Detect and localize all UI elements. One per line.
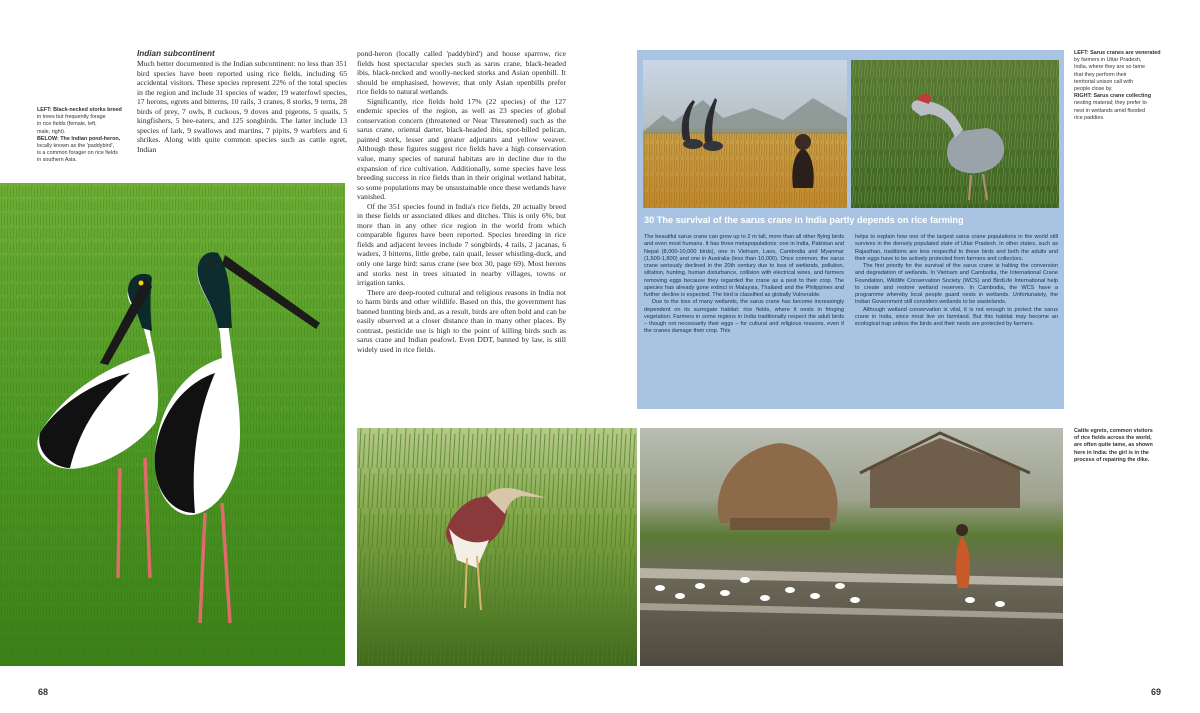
- paragraph: Of the 351 species found in India's rice fields, 20 actually breed in these fields or associated dikes and ditches. This is only 6%, but more than in any other rice region in the world from which comparable figures have been reported. Species breeding in rice fields and adjacent levees include 7 songbirds, 4 rails, 2 jacanas, 6 waders, 3 bitterns, little grebe, rain quail, lesser whistling-duck, and only one large bird: sarus crane (see box 30, page 69). Most herons and storks nest in trees situated in nearby villages, towns or irrigation tanks.: [357, 201, 566, 288]
- caption-label-line: of rice fields across the world,: [1074, 435, 1152, 442]
- caption-sarus-cranes: [1074, 50, 1174, 122]
- caption-line: in southern Asia.: [37, 157, 77, 164]
- box-title: [644, 215, 1059, 225]
- caption-line: by farmers in Uttar Pradesh,: [1074, 57, 1142, 64]
- caption-line: nesting material; they prefer to: [1074, 100, 1147, 107]
- caption-label-line: Cattle egrets, common visitors: [1074, 428, 1153, 434]
- caption-storks-heron: [37, 107, 135, 165]
- paragraph: Due to the loss of many wetlands, the sarus crane has become increasingly dependent on its surrogate habitat: rice fields, where it nests in fringing vegetation. Farmers in some regions in India traditionally respect the adult birds – though not necessarily their eggs – for cultural and religious reasons, even if the cranes damage their crop. This: [644, 299, 844, 335]
- text-column-2: [357, 49, 566, 355]
- black-necked-storks-photo: [0, 183, 345, 666]
- caption-label-line: LEFT: Sarus cranes are venerated: [1074, 50, 1161, 56]
- box-heading: The survival of the sarus crane in India partly depends on rice farming: [656, 215, 964, 225]
- sarus-crane-nesting-photo: [851, 60, 1059, 208]
- paragraph: pond-heron (locally called 'paddybird') and house sparrow, rice fields host spectacular species such as sarus crane, black-headed ibis, black-necked and woolly-necked storks and Asian openbill. It should be emphasised, however, that only Asian openbills prefer rice fields to natural wetlands.: [357, 49, 566, 97]
- paragraph: The first priority for the survival of the sarus crane is halting the conversion and degradation of wetlands. In Vietnam and Cambodia, the International Crane Foundation, Wildlife Conservation Society (WCS) and BirdLife International help to create and restore wetland reserves. In Cambodia, the WCS have a programme whereby local people guard nests in wetlands. Unfortunately, the Indian Government still considers wetlands to be wastelands.: [855, 263, 1058, 306]
- caption-line: nest in wetlands amid flooded: [1074, 107, 1146, 114]
- caption-line: male, right).: [37, 128, 66, 135]
- box-number: 30: [644, 215, 655, 225]
- box-text-column-1: [644, 234, 844, 336]
- caption-line: that they perform their: [1074, 71, 1127, 78]
- paragraph: Although wetland conservation is vital, it is not enough to protect the sarus crane in India, since most live on farmland. But this habitat may become an ecological trap unless the birds and their nests are protected by farmers.: [855, 306, 1058, 327]
- caption-line: locally known as the 'paddybird',: [37, 143, 114, 150]
- caption-cattle-egrets: [1074, 428, 1174, 464]
- caption-label-line: RIGHT: Sarus crane collecting: [1074, 93, 1151, 100]
- paragraph: There are deep-rooted cultural and religious reasons in India not to harm birds and other wildlife. Based on this, the government has banned hunting birds and, as a result, birds are often bold and can be easily observed at a closer distance than in many other places. By contrast, pesticide use is high to the point of killing birds such as sarus crane and Indian peafowl. Even DDT, banned by law, is still widely used in rice fields.: [357, 287, 566, 354]
- page-number-left: 68: [38, 687, 49, 697]
- caption-line: in rice fields (female, left,: [37, 121, 97, 128]
- caption-label-line: BELOW: The Indian pond-heron,: [37, 135, 121, 142]
- caption-line: territorial unison call with: [1074, 78, 1134, 85]
- caption-line: people close by.: [1074, 86, 1113, 93]
- pond-heron-photo: [357, 428, 637, 666]
- sarus-cranes-farmer-photo: [643, 60, 847, 208]
- cattle-egrets-field-photo: [640, 428, 1063, 666]
- paragraph: Significantly, rice fields hold 17% (22 species) of the 127 endemic species of the region, as well as 23 species of global conservation concern (threatened or Near Threatened) such as the sarus crane, oriental darter, black-headed ibis, spot-billed pelican, painted stork, lesser and greater adjutants and yellow weaver. Although these figures suggest rice fields have a high conservation value, many species of natural habitats are in decline due to the expansion of rice cultivation. Additionally, some species have less breeding success in rice fields than in their original wetland habitat, so some populations may be unsustainable once these wetlands have vanished.: [357, 96, 566, 202]
- box-text-column-2: [855, 234, 1058, 328]
- caption-label-line: LEFT: Black-necked storks breed: [37, 107, 122, 113]
- page-number-right: 69: [1151, 687, 1162, 697]
- paragraph: Much better documented is the Indian subcontinent: no less than 351 bird species have been reported using rice fields, including 65 accidental visitors. These species represent 22% of the total species in the region and include 31 species of wader, 19 waterfowl species, 17 herons, egrets and bitterns, 10 rails, 3 cranes, 8 storks, 9 terns, 28 birds of prey, 7 owls, 8 cuckoos, 9 doves and pigeons, 5 quails, 5 kingfishers, 5 bee-eaters, and 125 songbirds. The latter include 13 species of lark, 9 swallows and martins, 7 pipits, 9 warblers and 6 shrikes. Along with quite common species such as cattle egret, Indian: [137, 59, 347, 154]
- paragraph: helps to explain how one of the largest sarus crane populations in the world still survives in the densely populated state of Uttar Pradesh. In other states, such as Rajasthan, traditions are less respectful to these birds and both the adults and their eggs have to be actively protected from farmers and collectors.: [855, 234, 1058, 262]
- caption-line: is a common forager on rice fields: [37, 150, 118, 157]
- caption-line: in trees but frequently forage: [37, 114, 106, 121]
- caption-line: India, where they are so tame: [1074, 64, 1146, 71]
- caption-label-line: here in India: the girl is in the: [1074, 449, 1149, 456]
- caption-label-line: process of repairing the dike.: [1074, 456, 1150, 463]
- caption-line: rice paddies.: [1074, 114, 1105, 121]
- text-column-1: [137, 59, 347, 154]
- paragraph: The beautiful sarus crane can grow up to 2 m tall, more than all other flying birds and even most humans. It has three metapopulations: one in India, Pakistan and Nepal (8,000-10,000 birds), one in Vietnam, Laos, Cambodia and Myanmar (1,500-1,800) and one in Australia (less than 10,000). Once common, the sarus crane seriously declined in the 20th century due to loss of wetlands, pollution, siltation, hunting, human disturbance, collision with electrical wires, and farmers removing eggs because they regarded the crane as a pest to their crop. The species has already gone extinct in Malaysia, Thailand and the Philippines and further decline is expected. The bird is classified as globally Vulnerable.: [644, 234, 844, 298]
- caption-label-line: are often quite tame, as shown: [1074, 442, 1153, 449]
- section-subhead: Indian subcontinent: [137, 49, 215, 58]
